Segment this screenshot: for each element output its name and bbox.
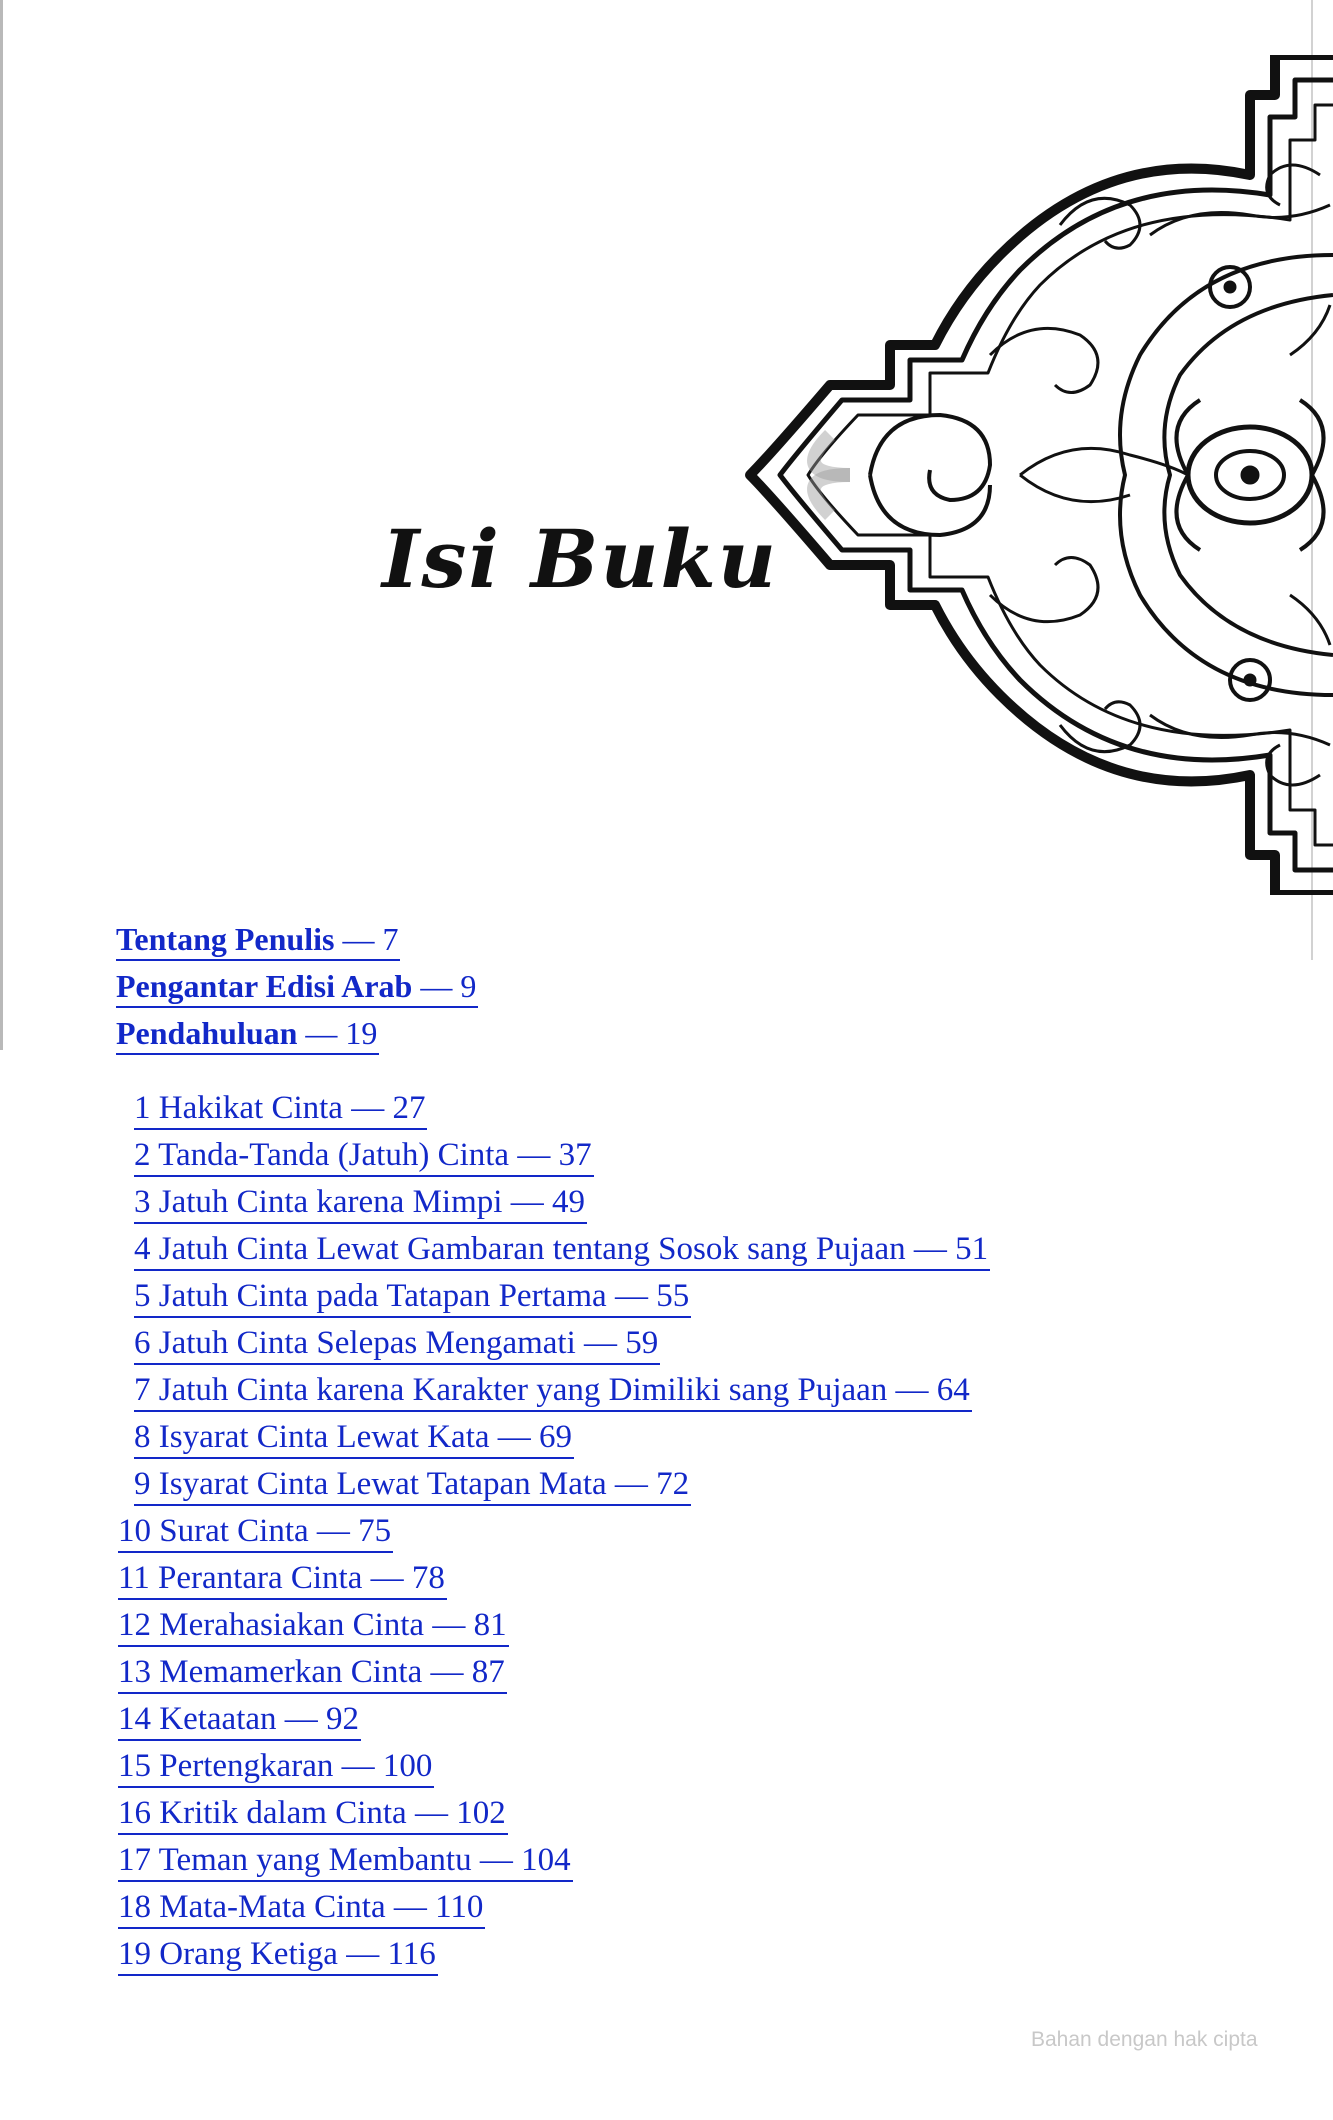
toc-page-number: 100 <box>382 1748 433 1784</box>
toc-link-chapter-8[interactable] <box>134 1417 574 1459</box>
chapter-title: Mata-Mata Cinta <box>159 1889 386 1925</box>
chapter-title: Jatuh Cinta pada Tatapan Pertama <box>158 1278 607 1314</box>
chapter-title: Orang Ketiga <box>159 1936 338 1972</box>
toc-separator: — <box>432 1607 466 1643</box>
toc-page-number: 51 <box>955 1231 989 1267</box>
toc-link-chapter-4[interactable] <box>134 1229 990 1271</box>
toc-page-number: 69 <box>539 1419 573 1455</box>
toc-entry-title: Tentang Penulis <box>116 921 335 957</box>
toc-page-number: 92 <box>326 1701 360 1737</box>
toc-link-chapter-2[interactable] <box>134 1135 594 1177</box>
toc-separator: — <box>584 1325 617 1361</box>
chapter-number: 18 <box>118 1889 151 1925</box>
chapter-title: Hakikat Cinta <box>158 1090 343 1126</box>
chapter-title: Jatuh Cinta karena Mimpi <box>158 1184 503 1220</box>
chapter-title: Kritik dalam Cinta <box>159 1795 407 1831</box>
chapter-number: 6 <box>134 1325 151 1361</box>
chapter-number: 17 <box>118 1842 151 1878</box>
chapter-number: 2 <box>134 1137 151 1173</box>
toc-separator: — <box>420 968 453 1004</box>
chapter-number: 4 <box>134 1231 151 1267</box>
toc-separator: — <box>895 1372 929 1408</box>
toc-link-chapter-18[interactable] <box>118 1887 485 1929</box>
toc-page-number: 81 <box>473 1607 507 1643</box>
toc-link-chapter-11[interactable] <box>118 1558 447 1600</box>
chapter-title: Teman yang Membantu <box>158 1842 472 1878</box>
toc-separator: — <box>497 1419 531 1455</box>
toc-page-number: 102 <box>456 1795 506 1831</box>
chapter-number: 5 <box>134 1278 151 1314</box>
chapter-number: 7 <box>134 1372 151 1408</box>
chapter-title: Jatuh Cinta karena Karakter yang Dimiliki sang Pujaan <box>158 1372 888 1408</box>
chapter-title: Memamerkan Cinta <box>159 1654 423 1690</box>
toc-page-number: 55 <box>656 1278 690 1314</box>
toc-page-number: 72 <box>656 1466 690 1502</box>
chapter-title: Tanda-Tanda (Jatuh) Cinta <box>158 1137 510 1173</box>
toc-separator: — <box>341 1748 375 1784</box>
toc-separator: — <box>517 1137 551 1173</box>
chapter-title: Surat Cinta <box>159 1513 309 1549</box>
toc-link-chapter-12[interactable] <box>118 1605 509 1647</box>
chapter-title: Perantara Cinta <box>158 1560 363 1596</box>
toc-link-chapter-5[interactable] <box>134 1276 691 1318</box>
toc-separator: — <box>284 1701 318 1737</box>
toc-link-chapter-15[interactable] <box>118 1746 434 1788</box>
toc-link-chapter-3[interactable] <box>134 1182 587 1224</box>
chapter-number: 11 <box>118 1560 150 1596</box>
chapter-number: 14 <box>118 1701 151 1737</box>
toc-link-chapter-14[interactable] <box>118 1699 361 1741</box>
chapter-title: Ketaatan <box>159 1701 277 1737</box>
chapter-number: 15 <box>118 1748 151 1784</box>
chapter-title: Merahasiakan Cinta <box>159 1607 425 1643</box>
chapter-number: 9 <box>134 1466 151 1502</box>
page-title: Isi Buku <box>382 512 779 606</box>
toc-link-chapter-6[interactable] <box>134 1323 660 1365</box>
toc-page-number: 7 <box>382 921 399 957</box>
toc-link-chapter-17[interactable] <box>118 1840 573 1882</box>
toc-separator: — <box>510 1184 544 1220</box>
toc-separator: — <box>393 1889 427 1925</box>
chapter-number: 12 <box>118 1607 151 1643</box>
toc-link-chapter-10[interactable] <box>118 1511 393 1553</box>
toc-link-chapter-7[interactable] <box>134 1370 972 1412</box>
chapter-title: Jatuh Cinta Selepas Mengamati <box>158 1325 576 1361</box>
toc-link-tentang-penulis[interactable] <box>116 919 400 961</box>
toc-link-chapter-1[interactable] <box>134 1088 427 1130</box>
toc-separator: — <box>342 921 375 957</box>
chapter-number: 13 <box>118 1654 151 1690</box>
toc-page-number: 75 <box>358 1513 392 1549</box>
chapter-number: 1 <box>134 1090 151 1126</box>
chapter-title: Isyarat Cinta Lewat Tatapan Mata <box>158 1466 607 1502</box>
toc-page-number: 49 <box>551 1184 585 1220</box>
toc-separator: — <box>430 1654 464 1690</box>
toc-link-chapter-16[interactable] <box>118 1793 508 1835</box>
toc-page-number: 64 <box>936 1372 970 1408</box>
toc-page-number: 27 <box>392 1090 426 1126</box>
toc-entry-title: Pendahuluan <box>116 1015 298 1051</box>
toc-link-pendahuluan[interactable] <box>116 1013 379 1055</box>
toc-separator: — <box>316 1513 350 1549</box>
toc-separator: — <box>370 1560 404 1596</box>
toc-page-number: 59 <box>625 1325 659 1361</box>
toc-separator: — <box>479 1842 513 1878</box>
toc-separator: — <box>414 1795 448 1831</box>
toc-entry-title: Pengantar Edisi Arab <box>116 968 413 1004</box>
toc-separator: — <box>913 1231 947 1267</box>
toc-link-pengantar-edisi-arab[interactable] <box>116 966 478 1008</box>
toc-separator: — <box>346 1936 380 1972</box>
toc-page-number: 9 <box>460 968 477 1004</box>
toc-page-number: 78 <box>411 1560 445 1596</box>
toc-separator: — <box>614 1278 648 1314</box>
toc-link-chapter-19[interactable] <box>118 1934 438 1976</box>
chapter-title: Pertengkaran <box>159 1748 334 1784</box>
toc-link-chapter-13[interactable] <box>118 1652 507 1694</box>
copyright-watermark: Bahan dengan hak cipta <box>1031 2028 1258 2051</box>
chapter-title: Jatuh Cinta Lewat Gambaran tentang Sosok sang Pujaan <box>158 1231 906 1267</box>
toc-page-number: 87 <box>471 1654 505 1690</box>
chapter-number: 16 <box>118 1795 151 1831</box>
chapter-title: Isyarat Cinta Lewat Kata <box>158 1419 490 1455</box>
toc-page-number: 104 <box>521 1842 571 1878</box>
toc-separator: — <box>351 1090 385 1126</box>
toc-page-number: 37 <box>558 1137 592 1173</box>
chapter-number: 8 <box>134 1419 151 1455</box>
toc-page-number: 110 <box>435 1889 484 1925</box>
toc-separator: — <box>305 1015 338 1051</box>
chapter-number: 10 <box>118 1513 151 1549</box>
chapter-number: 19 <box>118 1936 151 1972</box>
toc-separator: — <box>614 1466 648 1502</box>
toc-page-number: 116 <box>387 1936 436 1972</box>
chapter-number: 3 <box>134 1184 151 1220</box>
toc-page-number: 19 <box>345 1015 378 1051</box>
toc-link-chapter-9[interactable] <box>134 1464 691 1506</box>
